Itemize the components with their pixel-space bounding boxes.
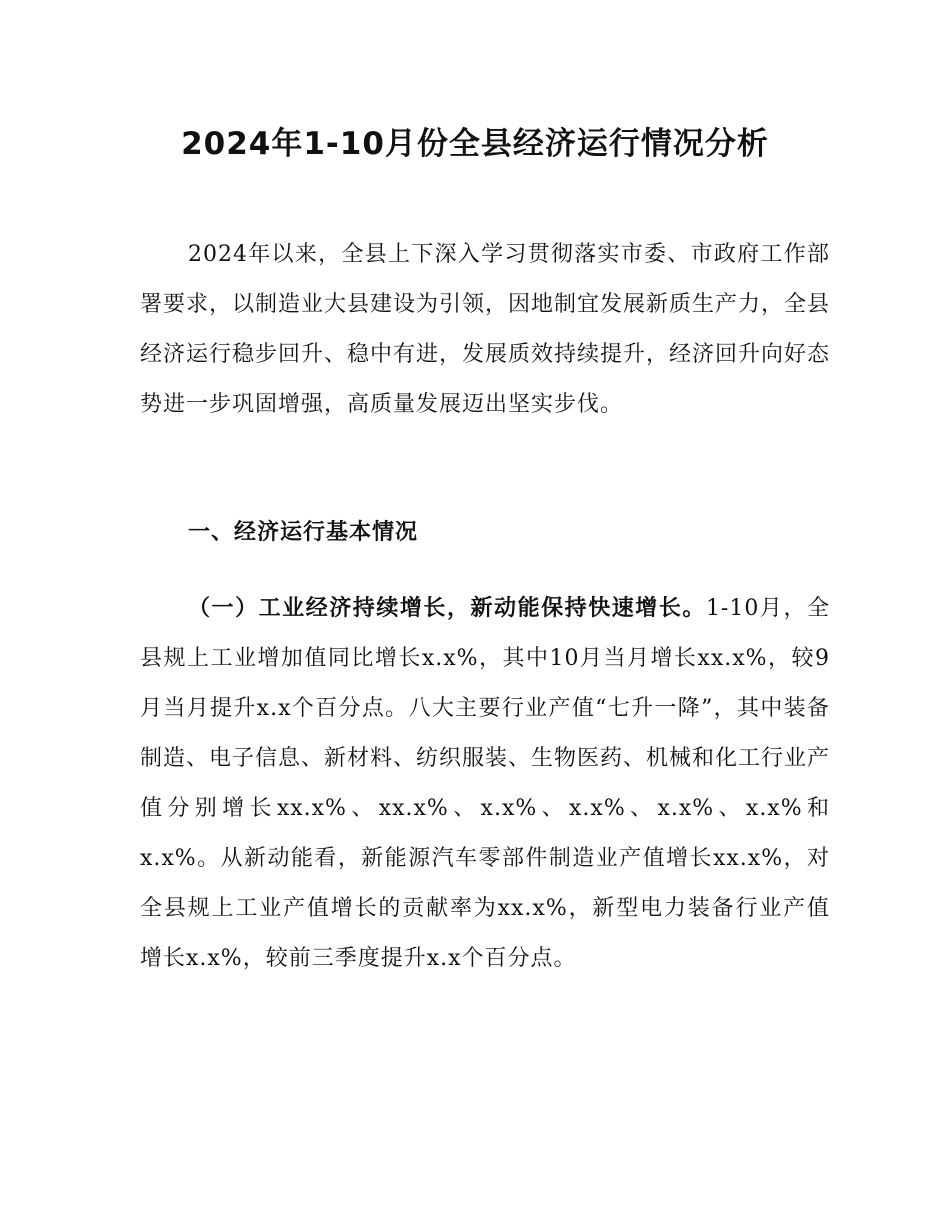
subsection-lead: （一）工业经济持续增长，新动能保持快速增长。 — [188, 596, 706, 621]
subsection-body: 1-10月，全县规上工业增加值同比增长x.x%，其中10月当月增长xx.x%，较9月当月提升x.x个百分点。八大主要行业产值“七升一降”，其中装备制造、电子信息、新材料、纺织服装、生物医药、机械和化工行业产值分别增长xx.x%、xx.x%、x.x%、x.x%、x.x%、x.x%和x.x%。从新动能看，新能源汽车零部件制造业产值增长xx.x%，对全县规上工业产值增长的贡献率为xx.x%，新型电力装备行业产值增长x.x%，较前三季度提升x.x个百分点。 — [140, 596, 831, 971]
document-title: 2024年1-10月份全县经济运行情况分析 — [181, 126, 769, 162]
section-heading: 一、经济运行基本情况 — [188, 520, 419, 545]
subsection-paragraph — [140, 584, 830, 984]
intro-paragraph: 2024年以来，全县上下深入学习贯彻落实市委、市政府工作部署要求，以制造业大县建设为引领，因地制宜发展新质生产力，全县经济运行稳步回升、稳中有进，发展质效持续提升，经济回升向好态势进一步巩固增强，高质量发展迈出坚实步伐。 — [140, 242, 831, 417]
